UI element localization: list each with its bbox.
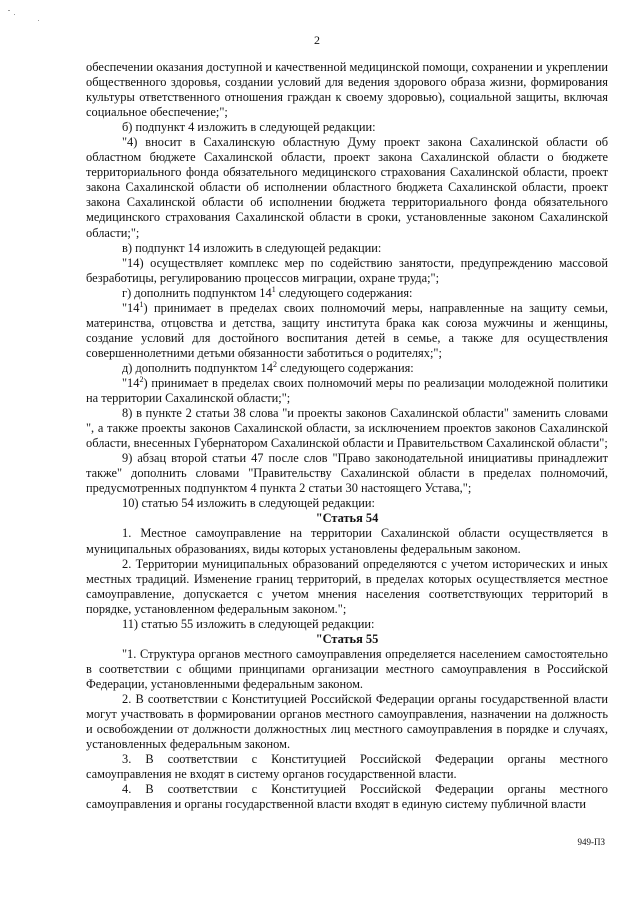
paragraph-text: "14: [122, 375, 140, 390]
paragraph: 9) абзац второй статьи 47 после слов "Право законодательной инициативы принадлежит также" дополнить словами "Правительству Сахалинской области в пределах полномочий, предусмотренных подпунктом 4 пункта 2 статьи 30 настоящего Устава,";: [86, 451, 608, 496]
paragraph: 1. Местное самоуправление на территории Сахалинской области осуществляется в муниципальных образованиях, виды которых установлены федеральным законом.: [86, 526, 608, 556]
superscript-index: 2: [272, 359, 277, 369]
paragraph-text: следующего содержания:: [275, 285, 413, 300]
paragraph: 3. В соответствии с Конституцией Российской Федерации органы местного самоуправления не входят в систему органов государственной власти.: [86, 752, 608, 782]
paragraph: 8) в пункте 2 статьи 38 слова "и проекты законов Сахалинской области" заменить словами ", а также проекты законов Сахалинской области, за исключением проектов законов Сахалинской области, внесенных Губернатором Сахалинской области и Правительством Сахалинской области";: [86, 406, 608, 451]
paragraph: 10) статью 54 изложить в следующей редакции:: [122, 496, 375, 511]
paragraph: [86, 301, 608, 361]
superscript-index: 1: [271, 284, 276, 294]
page-number: 2: [314, 33, 320, 47]
paragraph-text: д) дополнить подпунктом 14: [122, 360, 273, 375]
paragraph-text: г) дополнить подпунктом 14: [122, 285, 272, 300]
paragraph-text: ) принимает в пределах своих полномочий меры по реализации молодежной политики на территории Сахалинской области;";: [86, 375, 608, 406]
paragraph: б) подпункт 4 изложить в следующей редакции:: [122, 120, 376, 135]
paragraph-text: ) принимает в пределах своих полномочий меры, направленные на защиту семьи, материнства, отцовства и детства, защиту института брака как союза мужчины и женщины, создание условий для достойного воспитания детей в семье, а также для осуществления совершеннолетними детьми обязанности заботиться о родителях;";: [86, 300, 608, 360]
article-heading: "Статья 54: [315, 511, 379, 526]
article-heading: "Статья 55: [315, 631, 379, 646]
paragraph: "4) вносит в Сахалинскую областную Думу проект закона Сахалинской области об областном бюджете Сахалинской области, проект закона Сахалинской области о бюджете территориального фонда обязательного медицинского страхования Сахалинской области, проект закона Сахалинской области об исполнении областного бюджета Сахалинской области, проект закона Сахалинской области об исполнении бюджета территориального фонда обязательного медицинского страхования Сахалинской области в сроки, установленные законом Сахалинской области;";: [86, 135, 608, 240]
paragraph-text: "14: [122, 300, 140, 315]
paragraph: "1. Структура органов местного самоуправления определяется населением самостоятельно в соответствии с общими принципами организации местного самоуправления в Российской Федерации, установленными федеральным законом.: [86, 646, 608, 691]
paragraph: [86, 376, 608, 406]
document-body: [86, 60, 608, 812]
superscript-index: 2: [139, 374, 144, 384]
paragraph: "14) осуществляет комплекс мер по содействию занятости, предупреждению массовой безработицы, регулированию процессов миграции, охране труда;";: [86, 255, 608, 285]
paragraph: 2. Территории муниципальных образований определяются с учетом исторических и иных местных традиций. Изменение границ территорий, в пределах которых осуществляется местное самоуправление, допускается с учетом мнения населения соответствующих территорий в порядке, установленном федеральным законом.";: [86, 556, 608, 616]
paragraph-text: следующего содержания:: [276, 360, 414, 375]
paragraph: [86, 286, 608, 301]
paragraph: 11) статью 55 изложить в следующей редакции:: [122, 616, 375, 631]
paragraph: [86, 361, 608, 376]
paragraph: в) подпункт 14 изложить в следующей редакции:: [122, 240, 382, 255]
superscript-index: 1: [139, 299, 144, 309]
scan-speck: [14, 14, 15, 15]
paragraph: обеспечении оказания доступной и качественной медицинской помощи, сохранении и укреплении общественного здоровья, создании условий для ведения здорового образа жизни, формирования культуры ответственного отношения граждан к своему здоровью), социальной защиты, включая социальное обеспечение;";: [86, 60, 608, 120]
scan-speck: [8, 10, 10, 11]
scan-speck: [38, 20, 39, 21]
document-code: 949-ПЗ: [577, 837, 605, 847]
paragraph: 2. В соответствии с Конституцией Российской Федерации органы государственной власти могут участвовать в формировании органов местного самоуправления, назначении на должность и освобождении от должности должностных лиц местного самоуправления в порядке и случаях, установленных федеральным законом.: [86, 691, 608, 752]
paragraph: 4. В соответствии с Конституцией Российской Федерации органы местного самоуправления и органы государственной власти входят в единую систему публичной власти: [86, 782, 608, 812]
